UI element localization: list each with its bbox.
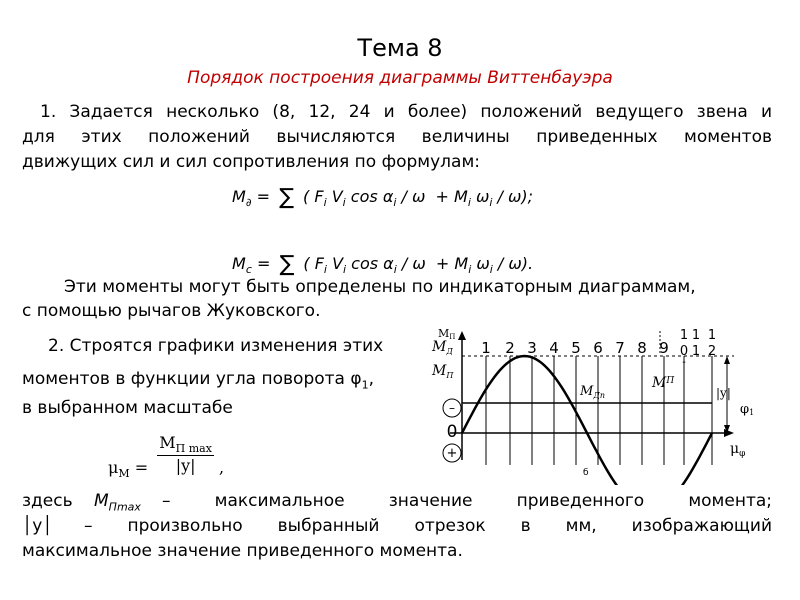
- svg-text:3: 3: [527, 339, 537, 357]
- para3-line1: 2. Строятся графики изменения этих: [48, 336, 384, 356]
- axis-m-arrow-icon: [458, 331, 466, 340]
- svg-text:5: 5: [571, 339, 581, 357]
- para4-m: $M_{Пmax}$: [94, 491, 141, 514]
- zero-label: 0: [446, 422, 458, 442]
- formula-mc: $M_c$ = ∑ ( $F_i$ $V_i$ $\cos \alpha_i / \omega + M_i$ $\omega_i / \omega$).: [232, 252, 534, 277]
- mu-phi-label: $\mu_\varphi$: [730, 441, 746, 459]
- formula-md: $M_\partial$ = ∑ ( $F_i$ $V_i$ $\cos \alpha_i / \omega + M_i$ $\omega_i / \omega$);: [232, 185, 534, 210]
- phi-label: φ1: [740, 402, 755, 417]
- para4-line2-a: │y│: [22, 516, 53, 536]
- para1-line1: 1. Задается несколько (8, 12, 24 и более) положений ведущего звена и: [40, 102, 772, 122]
- curve-label-mdp: $M_{Дп}$: [580, 384, 605, 400]
- position-numbers: [481, 339, 669, 357]
- scale-formula: $\mu_M$ = $M_{П max}$ |y| ,: [108, 433, 225, 480]
- svg-text:+: +: [446, 446, 458, 461]
- svg-text:1: 1: [679, 328, 689, 343]
- para2-line2: с помощью рычагов Жуковского.: [22, 301, 321, 321]
- para4-line1-a: здесь: [22, 491, 73, 511]
- axis-phi-arrow-icon: [724, 429, 734, 437]
- svg-text:9: 9: [659, 339, 669, 357]
- page-subtitle: Порядок построения диаграммы Виттенбауэра: [187, 68, 613, 88]
- svg-text:–: –: [449, 401, 455, 415]
- moment-curve: [462, 356, 712, 485]
- y-label: |y|: [716, 386, 731, 400]
- para2-line1: Эти моменты могут быть определены по индикаторным диаграммам,: [64, 277, 696, 297]
- page-title: Тема 8: [357, 34, 443, 62]
- wittenbauer-diagram: [420, 325, 780, 485]
- svg-text:2: 2: [505, 339, 515, 357]
- para4-line3: максимальное значение приведенного момента.: [22, 541, 463, 561]
- label-m-axis: MП: [438, 327, 456, 341]
- para4-line1-b: – максимальное значение приведенного момента;: [162, 491, 772, 511]
- svg-text:1: 1: [481, 339, 491, 357]
- svg-text:4: 4: [549, 339, 559, 357]
- position-numbers-two-digit: [680, 328, 716, 368]
- para3-line2: моментов в функции угла поворота $\varphi_1$,: [22, 369, 374, 392]
- svg-text:6: 6: [593, 339, 603, 357]
- svg-text:1: 1: [707, 328, 717, 343]
- para1-line3: движущих сил и сил сопротивления по формулам:: [22, 152, 481, 172]
- para4-line2-b: – произвольно выбранный отрезок в мм, изображающий: [84, 516, 772, 536]
- svg-text:8: 8: [637, 339, 647, 357]
- sum-icon: ∑: [279, 252, 295, 277]
- small-mark: б: [583, 468, 589, 478]
- curve-label-mp: $M^П$: [652, 375, 675, 391]
- svg-text:1: 1: [691, 328, 701, 343]
- svg-text:7: 7: [615, 339, 625, 357]
- label-md: $M_Д$: [432, 339, 453, 356]
- svg-text:0: 0: [679, 344, 689, 359]
- label-mp: $M_П$: [432, 363, 454, 380]
- para3-line3: в выбранном масштабе: [22, 398, 233, 418]
- para1-line2: для этих положений вычисляются величины приведенных моментов: [22, 127, 772, 147]
- svg-text:2: 2: [707, 344, 717, 359]
- sum-icon: ∑: [279, 185, 294, 210]
- svg-text:1: 1: [691, 344, 701, 359]
- svg-text:-: -: [682, 357, 686, 368]
